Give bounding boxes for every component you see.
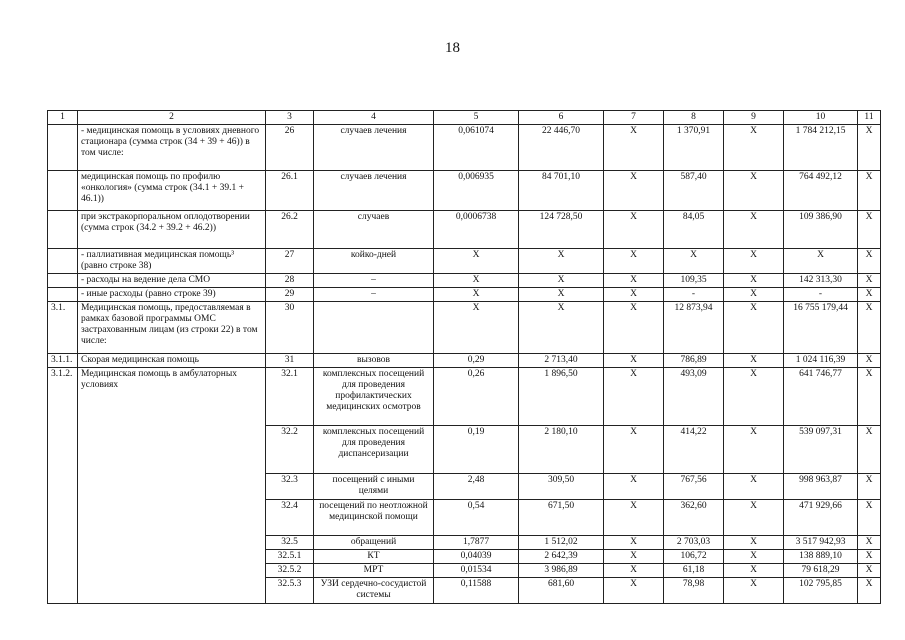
value-cell: 767,56	[664, 474, 724, 500]
value-cell: Х	[858, 125, 881, 171]
table-row	[48, 368, 881, 426]
header-cell: 10	[784, 111, 858, 125]
table-row	[48, 211, 881, 249]
line-code: 32.3	[266, 474, 314, 500]
value-cell: 0,04039	[434, 550, 519, 564]
value-cell: Х	[434, 302, 519, 354]
value-cell: Х	[724, 249, 784, 274]
value-cell: 84,05	[664, 211, 724, 249]
value-cell: 998 963,87	[784, 474, 858, 500]
value-cell: 0,11588	[434, 578, 519, 604]
value-cell: 671,50	[519, 500, 604, 536]
page-number: 18	[445, 40, 460, 56]
unit: КТ	[314, 550, 434, 564]
unit: посещений по неотложной медицинской помощи	[314, 500, 434, 536]
row-number	[48, 249, 78, 274]
value-cell: Х	[664, 249, 724, 274]
value-cell: Х	[724, 550, 784, 564]
value-cell: Х	[519, 302, 604, 354]
line-code: 26	[266, 125, 314, 171]
unit: комплексных посещений для проведения диспансеризации	[314, 426, 434, 474]
unit: УЗИ сердечно-сосудистой системы	[314, 578, 434, 604]
line-code: 31	[266, 354, 314, 368]
value-cell: 786,89	[664, 354, 724, 368]
value-cell: 1 024 116,39	[784, 354, 858, 368]
value-cell: Х	[724, 474, 784, 500]
header-cell: 7	[604, 111, 664, 125]
value-cell: Х	[604, 368, 664, 426]
line-code: 32.1	[266, 368, 314, 426]
value-cell: 124 728,50	[519, 211, 604, 249]
value-cell: Х	[724, 288, 784, 302]
header-cell: 3	[266, 111, 314, 125]
line-code: 29	[266, 288, 314, 302]
value-cell: Х	[858, 564, 881, 578]
row-name: Медицинская помощь в амбулаторных условиях	[78, 368, 266, 604]
value-cell: Х	[724, 302, 784, 354]
value-cell: 1 896,50	[519, 368, 604, 426]
value-cell: Х	[604, 500, 664, 536]
unit: случаев	[314, 211, 434, 249]
value-cell: Х	[858, 550, 881, 564]
row-number	[48, 288, 78, 302]
line-code: 27	[266, 249, 314, 274]
value-cell: Х	[858, 368, 881, 426]
value-cell: Х	[724, 536, 784, 550]
row-name: - иные расходы (равно строке 39)	[78, 288, 266, 302]
line-code: 32.4	[266, 500, 314, 536]
table-row	[48, 171, 881, 211]
line-code: 26.1	[266, 171, 314, 211]
value-cell: 2 713,40	[519, 354, 604, 368]
value-cell: 109,35	[664, 274, 724, 288]
value-cell: 0,0006738	[434, 211, 519, 249]
value-cell: 0,54	[434, 500, 519, 536]
value-cell: Х	[784, 249, 858, 274]
unit: случаев лечения	[314, 125, 434, 171]
line-code: 32.2	[266, 426, 314, 474]
table-row	[48, 125, 881, 171]
value-cell: 2 642,39	[519, 550, 604, 564]
value-cell: 641 746,77	[784, 368, 858, 426]
value-cell: Х	[858, 274, 881, 288]
value-cell: -	[784, 288, 858, 302]
value-cell: Х	[724, 368, 784, 426]
value-cell: Х	[724, 578, 784, 604]
value-cell: 102 795,85	[784, 578, 858, 604]
header-cell: 8	[664, 111, 724, 125]
value-cell: 106,72	[664, 550, 724, 564]
value-cell: Х	[604, 125, 664, 171]
header-cell: 1	[48, 111, 78, 125]
value-cell: 61,18	[664, 564, 724, 578]
value-cell: 493,09	[664, 368, 724, 426]
unit: –	[314, 288, 434, 302]
value-cell: Х	[604, 426, 664, 474]
row-number	[48, 125, 78, 171]
value-cell: 471 929,66	[784, 500, 858, 536]
table-row	[48, 274, 881, 288]
value-cell: -	[664, 288, 724, 302]
value-cell: 78,98	[664, 578, 724, 604]
value-cell: Х	[519, 249, 604, 274]
value-cell: Х	[434, 288, 519, 302]
value-cell: Х	[724, 211, 784, 249]
row-number: 3.1.1.	[48, 354, 78, 368]
row-name: - медицинская помощь в условиях дневного стационара (сумма строк (34 + 39 + 46)) в том числе:	[78, 125, 266, 171]
line-code: 30	[266, 302, 314, 354]
value-cell: 3 517 942,93	[784, 536, 858, 550]
value-cell: Х	[724, 426, 784, 474]
value-cell: 142 313,30	[784, 274, 858, 288]
value-cell: 539 097,31	[784, 426, 858, 474]
value-cell: 3 986,89	[519, 564, 604, 578]
unit: комплексных посещений для проведения профилактических медицинских осмотров	[314, 368, 434, 426]
value-cell: Х	[858, 354, 881, 368]
value-cell: 1 512,02	[519, 536, 604, 550]
header-cell: 5	[434, 111, 519, 125]
value-cell: Х	[604, 211, 664, 249]
value-cell: Х	[858, 302, 881, 354]
header-cell: 2	[78, 111, 266, 125]
value-cell: Х	[604, 302, 664, 354]
table-row	[48, 288, 881, 302]
table-header-row	[48, 111, 881, 125]
header-cell: 9	[724, 111, 784, 125]
value-cell: 109 386,90	[784, 211, 858, 249]
row-name: Скорая медицинская помощь	[78, 354, 266, 368]
unit: случаев лечения	[314, 171, 434, 211]
value-cell: Х	[724, 354, 784, 368]
value-cell: Х	[724, 564, 784, 578]
unit: посещений с иными целями	[314, 474, 434, 500]
value-cell: Х	[724, 500, 784, 536]
line-code: 26.2	[266, 211, 314, 249]
unit	[314, 302, 434, 354]
value-cell: 2 703,03	[664, 536, 724, 550]
value-cell: Х	[604, 536, 664, 550]
row-number	[48, 211, 78, 249]
value-cell: Х	[604, 288, 664, 302]
value-cell: Х	[858, 171, 881, 211]
value-cell: 1 370,91	[664, 125, 724, 171]
value-cell: 1,7877	[434, 536, 519, 550]
value-cell: 309,50	[519, 474, 604, 500]
unit: обращений	[314, 536, 434, 550]
value-cell: Х	[858, 500, 881, 536]
row-number	[48, 171, 78, 211]
value-cell: 0,01534	[434, 564, 519, 578]
header-cell: 11	[858, 111, 881, 125]
table-row	[48, 302, 881, 354]
value-cell: 764 492,12	[784, 171, 858, 211]
value-cell: Х	[724, 171, 784, 211]
value-cell: 587,40	[664, 171, 724, 211]
value-cell: Х	[858, 288, 881, 302]
row-number	[48, 274, 78, 288]
data-table	[47, 110, 881, 604]
value-cell: Х	[519, 274, 604, 288]
value-cell: 414,22	[664, 426, 724, 474]
value-cell: Х	[724, 274, 784, 288]
line-code: 28	[266, 274, 314, 288]
row-number: 3.1.	[48, 302, 78, 354]
value-cell: 12 873,94	[664, 302, 724, 354]
value-cell: Х	[858, 249, 881, 274]
value-cell: 1 784 212,15	[784, 125, 858, 171]
value-cell: Х	[858, 578, 881, 604]
row-number: 3.1.2.	[48, 368, 78, 604]
value-cell: 16 755 179,44	[784, 302, 858, 354]
value-cell: Х	[604, 171, 664, 211]
table-row	[48, 354, 881, 368]
value-cell: Х	[724, 125, 784, 171]
row-name: - паллиативная медицинская помощь³ (равно строке 38)	[78, 249, 266, 274]
value-cell: 0,061074	[434, 125, 519, 171]
value-cell: 22 446,70	[519, 125, 604, 171]
value-cell: Х	[604, 274, 664, 288]
line-code: 32.5	[266, 536, 314, 550]
row-name: - расходы на ведение дела СМО	[78, 274, 266, 288]
value-cell: 0,19	[434, 426, 519, 474]
value-cell: 0,26	[434, 368, 519, 426]
value-cell: 2,48	[434, 474, 519, 500]
value-cell: 681,60	[519, 578, 604, 604]
row-name: Медицинская помощь, предоставляемая в рамках базовой программы ОМС застрахованным лицам (из строки 22) в том числе:	[78, 302, 266, 354]
value-cell: 2 180,10	[519, 426, 604, 474]
value-cell: 79 618,29	[784, 564, 858, 578]
value-cell: Х	[858, 474, 881, 500]
value-cell: 84 701,10	[519, 171, 604, 211]
line-code: 32.5.3	[266, 578, 314, 604]
value-cell: Х	[858, 426, 881, 474]
unit: вызовов	[314, 354, 434, 368]
value-cell: Х	[858, 211, 881, 249]
header-cell: 6	[519, 111, 604, 125]
value-cell: Х	[519, 288, 604, 302]
value-cell: Х	[604, 550, 664, 564]
value-cell: Х	[604, 249, 664, 274]
unit: МРТ	[314, 564, 434, 578]
value-cell: 362,60	[664, 500, 724, 536]
unit: койко-дней	[314, 249, 434, 274]
value-cell: 138 889,10	[784, 550, 858, 564]
header-cell: 4	[314, 111, 434, 125]
value-cell: Х	[604, 578, 664, 604]
value-cell: 0,29	[434, 354, 519, 368]
row-name: медицинская помощь по профилю «онкология» (сумма строк (34.1 + 39.1 + 46.1))	[78, 171, 266, 211]
row-name: при экстракорпоральном оплодотворении (сумма строк (34.2 + 39.2 + 46.2))	[78, 211, 266, 249]
value-cell: 0,006935	[434, 171, 519, 211]
table-row	[48, 249, 881, 274]
line-code: 32.5.2	[266, 564, 314, 578]
value-cell: Х	[434, 274, 519, 288]
value-cell: Х	[604, 474, 664, 500]
value-cell: Х	[604, 354, 664, 368]
value-cell: Х	[434, 249, 519, 274]
value-cell: Х	[858, 536, 881, 550]
unit: –	[314, 274, 434, 288]
line-code: 32.5.1	[266, 550, 314, 564]
value-cell: Х	[604, 564, 664, 578]
